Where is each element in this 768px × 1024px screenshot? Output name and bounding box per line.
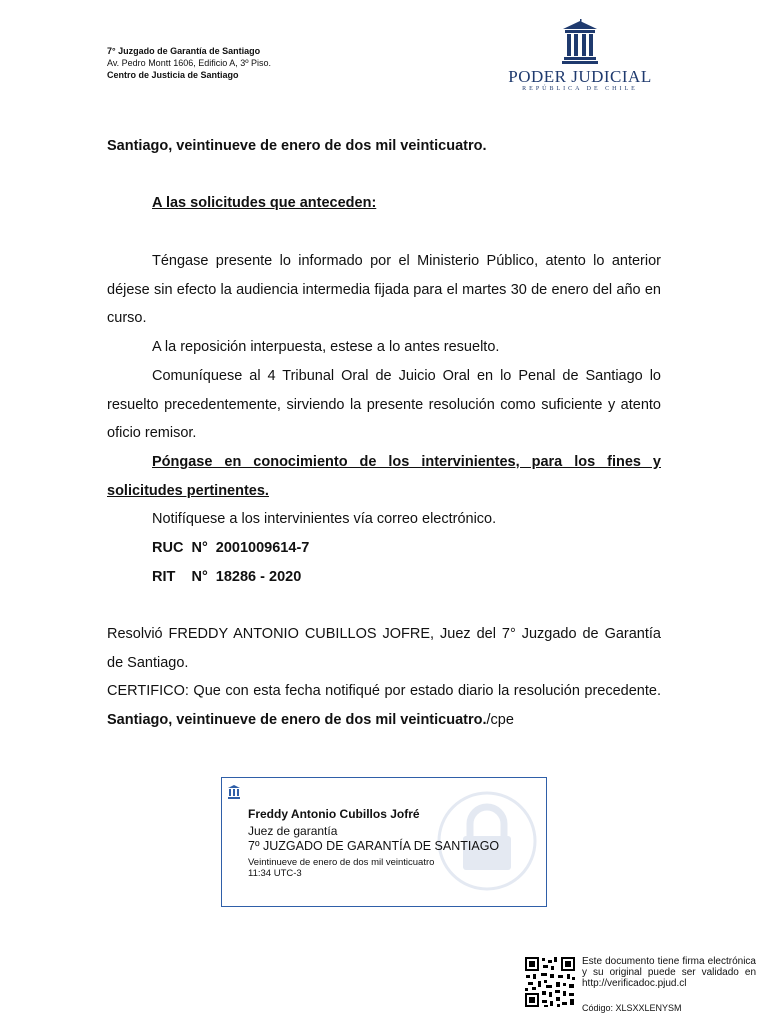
signer-name: Freddy Antonio Cubillos Jofré bbox=[248, 807, 420, 821]
logo-subtitle: REPÚBLICA DE CHILE bbox=[522, 86, 638, 92]
electronic-signature-box bbox=[221, 777, 547, 907]
court-name: 7° Juzgado de Garantía de Santiago bbox=[107, 46, 261, 56]
resolution-footer bbox=[107, 620, 661, 734]
ruc-number: RUC N° 2001009614-7 bbox=[152, 540, 310, 557]
signature-timestamp bbox=[248, 857, 434, 879]
certifico-text: CERTIFICO: Que con esta fecha notifiqué por estado diario la resolución precedente. bbox=[107, 683, 661, 699]
qr-code-icon bbox=[524, 956, 576, 1008]
rit-number: RIT N° 18286 - 2020 bbox=[152, 568, 302, 585]
date-line: Santiago, veintinueve de enero de dos mil veinticuatro. bbox=[107, 138, 487, 154]
certifico-date: Santiago, veintinueve de enero de dos mil veinticuatro. bbox=[107, 711, 487, 728]
court-address: Av. Pedro Montt 1606, Edificio A, 3º Piso. bbox=[107, 58, 272, 68]
solicitudes-heading: A las solicitudes que anteceden: bbox=[152, 195, 377, 211]
paragraph-reposicion: A la reposición interpuesta, estese a lo antes resuelto. bbox=[152, 339, 500, 356]
verification-notice: Este documento tiene firma electrónica y su original puede ser validado en http://verificadoc.pjud.cl bbox=[582, 956, 756, 989]
court-header bbox=[107, 45, 271, 81]
verification-code: Código: XLSXXLENYSM bbox=[582, 1003, 682, 1013]
courthouse-mini-icon bbox=[227, 784, 241, 800]
courthouse-icon bbox=[560, 18, 600, 66]
paragraph-pongase: Póngase en conocimiento de los intervinientes, para los fines y solicitudes pertinentes. bbox=[107, 453, 661, 499]
certifico-initials: /cpe bbox=[486, 711, 514, 728]
resolution-body bbox=[107, 247, 661, 591]
paragraph-comuniquese: Comuníquese al 4 Tribunal Oral de Juicio Oral en lo Penal de Santiago lo resuelto precedentemente, sirviendo la presente resolución como suficiente y atento oficio remisor. bbox=[107, 367, 661, 442]
signature-date: Veintinueve de enero de dos mil veinticuatro bbox=[248, 857, 435, 868]
paragraph-notifiquese: Notifíquese a los intervinientes vía correo electrónico. bbox=[152, 511, 497, 528]
signature-time: 11:34 UTC-3 bbox=[248, 868, 302, 879]
justice-center: Centro de Justicia de Santiago bbox=[107, 70, 239, 80]
signer-role: Juez de garantía bbox=[248, 824, 338, 838]
certifico-line bbox=[107, 677, 661, 734]
paragraph-ministerio: Téngase presente lo informado por el Ministerio Público, atento lo anterior déjese sin efecto la audiencia intermedia fijada para el martes 30 de enero del año en curso. bbox=[107, 253, 661, 327]
logo-name: PODER JUDICIAL bbox=[508, 67, 652, 86]
resolvio-line: Resolvió FREDDY ANTONIO CUBILLOS JOFRE, Juez del 7° Juzgado de Garantía de Santiago. bbox=[107, 626, 661, 671]
poder-judicial-logo bbox=[505, 18, 655, 98]
signer-court: 7º JUZGADO DE GARANTÍA DE SANTIAGO bbox=[248, 839, 500, 853]
